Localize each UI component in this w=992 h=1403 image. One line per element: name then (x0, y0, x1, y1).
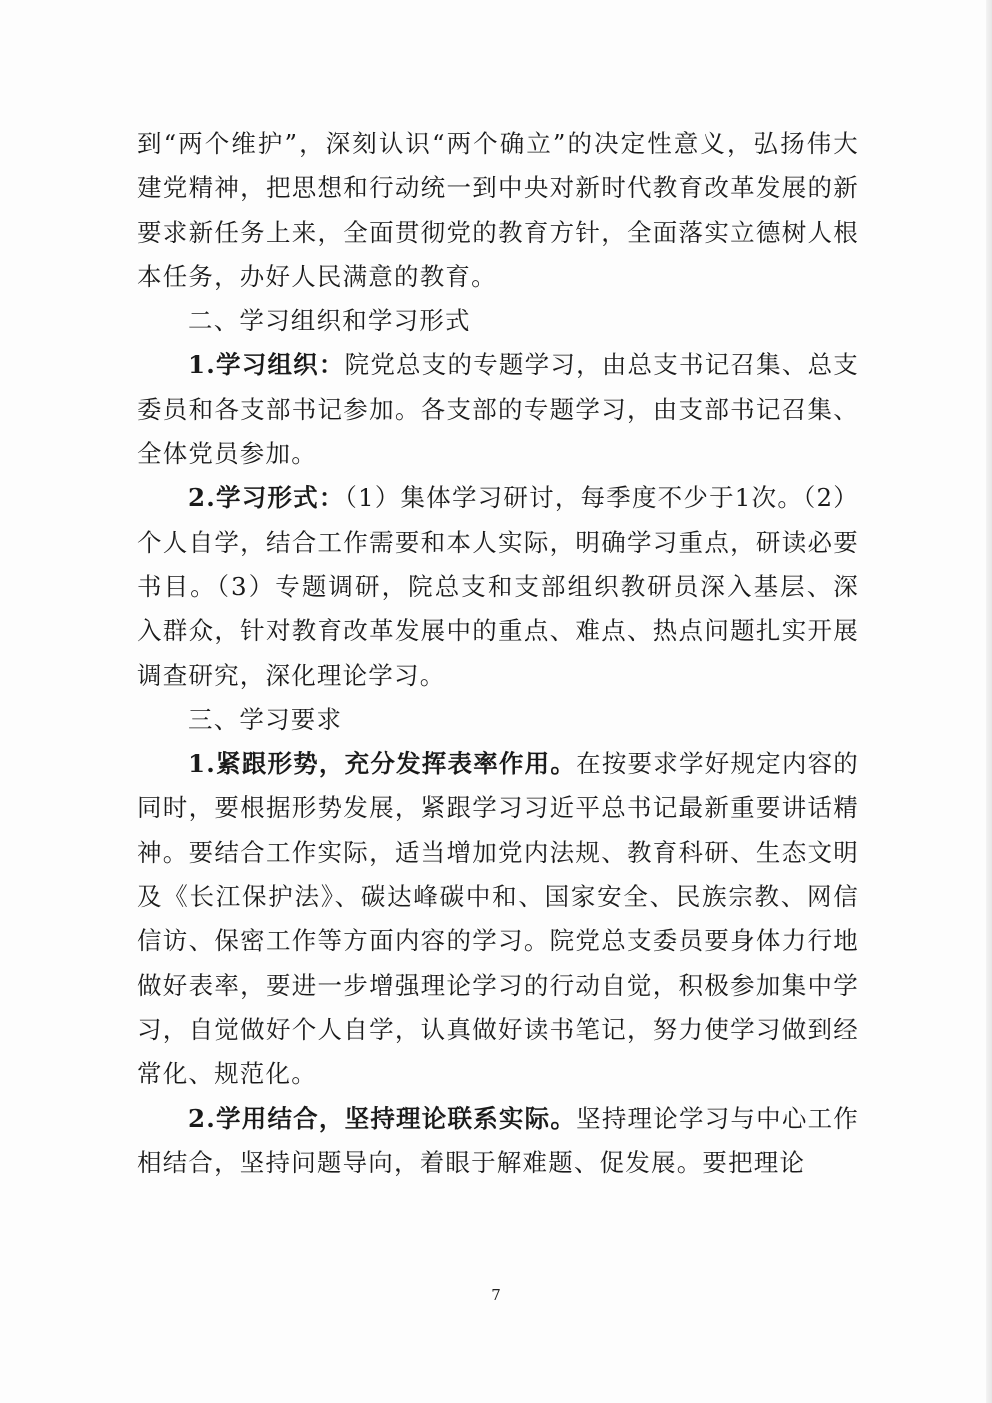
paragraph-lead: 1.紧跟形势，充分发挥表率作用。 (188, 749, 577, 779)
paragraph-text: 到“两个维护”，深刻认识“两个确立”的决定性意义，弘扬伟大建党精神，把思想和行动统一到中央对新时代教育改革发展的新要求新任务上来，全面贯彻党的教育方针，全面落实立德树人根本任务，办好人民满意的教育。 (137, 129, 859, 291)
section-heading-organization (137, 299, 859, 343)
heading-text: 三、学习要求 (188, 704, 343, 734)
scan-edge-shadow (986, 0, 992, 1403)
paragraph-study-forms (137, 476, 859, 697)
paragraph-lead: 2.学用结合，坚持理论联系实际。 (188, 1103, 577, 1133)
section-heading-requirements (137, 698, 859, 742)
paragraph-text: 院党总支的专题学习，由总支书记召集、总支委员和各支部书记参加。各支部的专题学习，由支部书记召集、全体党员参加。 (137, 350, 859, 469)
paragraph-lead: 1.学习组织： (188, 350, 345, 380)
paragraph-intro-continuation (137, 122, 859, 299)
paragraph-study-organization (137, 343, 859, 476)
paragraph-text: （1）集体学习研讨，每季度不少于1次。（2）个人自学，结合工作需要和本人实际，明确学习重点，研读必要书目。（3）专题调研，院总支和支部组织教研员深入基层、深入群众，针对教育改革发展中的重点、难点、热点问题扎实开展调查研究，深化理论学习。 (137, 483, 859, 690)
paragraph-text: 在按要求学好规定内容的同时，要根据形势发展，紧跟学习习近平总书记最新重要讲话精神。要结合工作实际，适当增加党内法规、教育科研、生态文明及《长江保护法》、碳达峰碳中和、国家安全、民族宗教、网信信访、保密工作等方面内容的学习。院党总支委员要身体力行地做好表率，要进一步增强理论学习的行动自觉，积极参加集中学习，自觉做好个人自学，认真做好读书笔记，努力使学习做到经常化、规范化。 (137, 749, 859, 1089)
page-number: 7 (491, 1286, 501, 1304)
paragraph-theory-practice (137, 1097, 859, 1186)
paragraph-follow-situation (137, 742, 859, 1096)
document-body (137, 122, 859, 1185)
paragraph-lead: 2.学习形式： (188, 483, 345, 513)
paragraph-text: 坚持理论学习与中心工作相结合，坚持问题导向，着眼于解难题、促发展。要把理论 (137, 1103, 859, 1177)
heading-text: 二、学习组织和学习形式 (188, 306, 471, 336)
